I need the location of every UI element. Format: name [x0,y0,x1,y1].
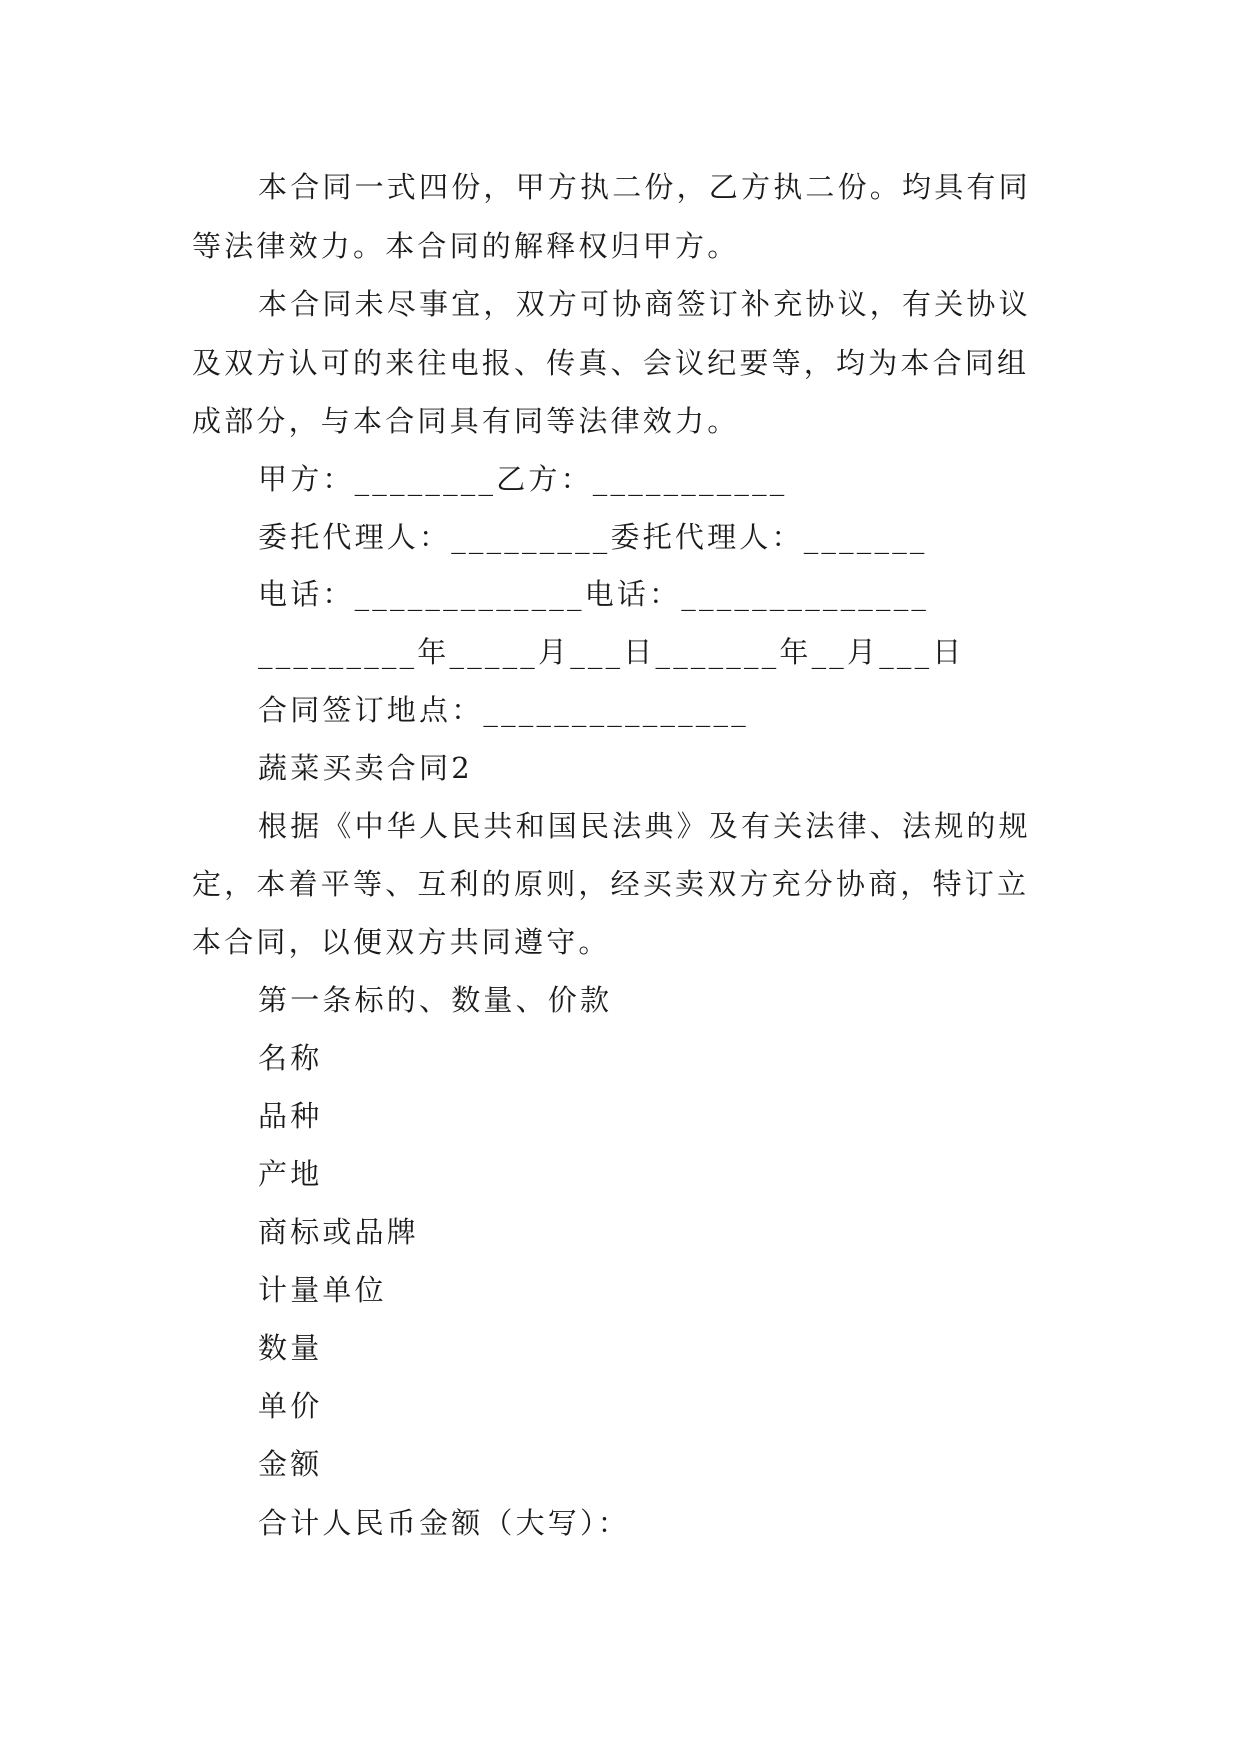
paragraph-copies-line-2: 等法律效力。本合同的解释权归甲方。 [192,229,740,263]
signing-location-line: 合同签订地点：_______________ [258,693,749,727]
paragraph-copies-line-1: 本合同一式四份，甲方执二份，乙方执二份。均具有同 [258,170,1031,204]
paragraph-basis-line-3: 本合同，以便双方共同遵守。 [192,925,611,959]
signature-phones-line: 电话：_____________电话：______________ [258,577,930,611]
signature-dates-line: _________年_____月___日_______年__月___日 [258,635,965,669]
signature-parties-line: 甲方：________乙方：___________ [258,462,788,496]
contract-title: 蔬菜买卖合同2 [258,751,473,785]
article-one-heading: 第一条标的、数量、价款 [258,983,613,1017]
signature-agents-line: 委托代理人：_________委托代理人：_______ [258,520,928,554]
item-amount: 金额 [258,1447,323,1481]
item-brand: 商标或品牌 [258,1215,420,1249]
item-name: 名称 [258,1041,323,1075]
paragraph-basis-line-2: 定，本着平等、互利的原则，经买卖双方充分协商，特订立 [192,867,1030,901]
item-quantity: 数量 [258,1331,323,1365]
item-unit: 计量单位 [258,1273,387,1307]
item-unit-price: 单价 [258,1389,323,1423]
item-variety: 品种 [258,1099,323,1133]
paragraph-supplement-line-2: 及双方认可的来往电报、传真、会议纪要等，均为本合同组 [192,346,1030,380]
item-total-rmb: 合计人民币金额（大写）： [258,1506,630,1540]
item-origin: 产地 [258,1157,323,1191]
paragraph-supplement-line-3: 成部分，与本合同具有同等法律效力。 [192,404,740,438]
paragraph-supplement-line-1: 本合同未尽事宜，双方可协商签订补充协议，有关协议 [258,287,1031,321]
paragraph-basis-line-1: 根据《中华人民共和国民法典》及有关法律、法规的规 [258,809,1031,843]
